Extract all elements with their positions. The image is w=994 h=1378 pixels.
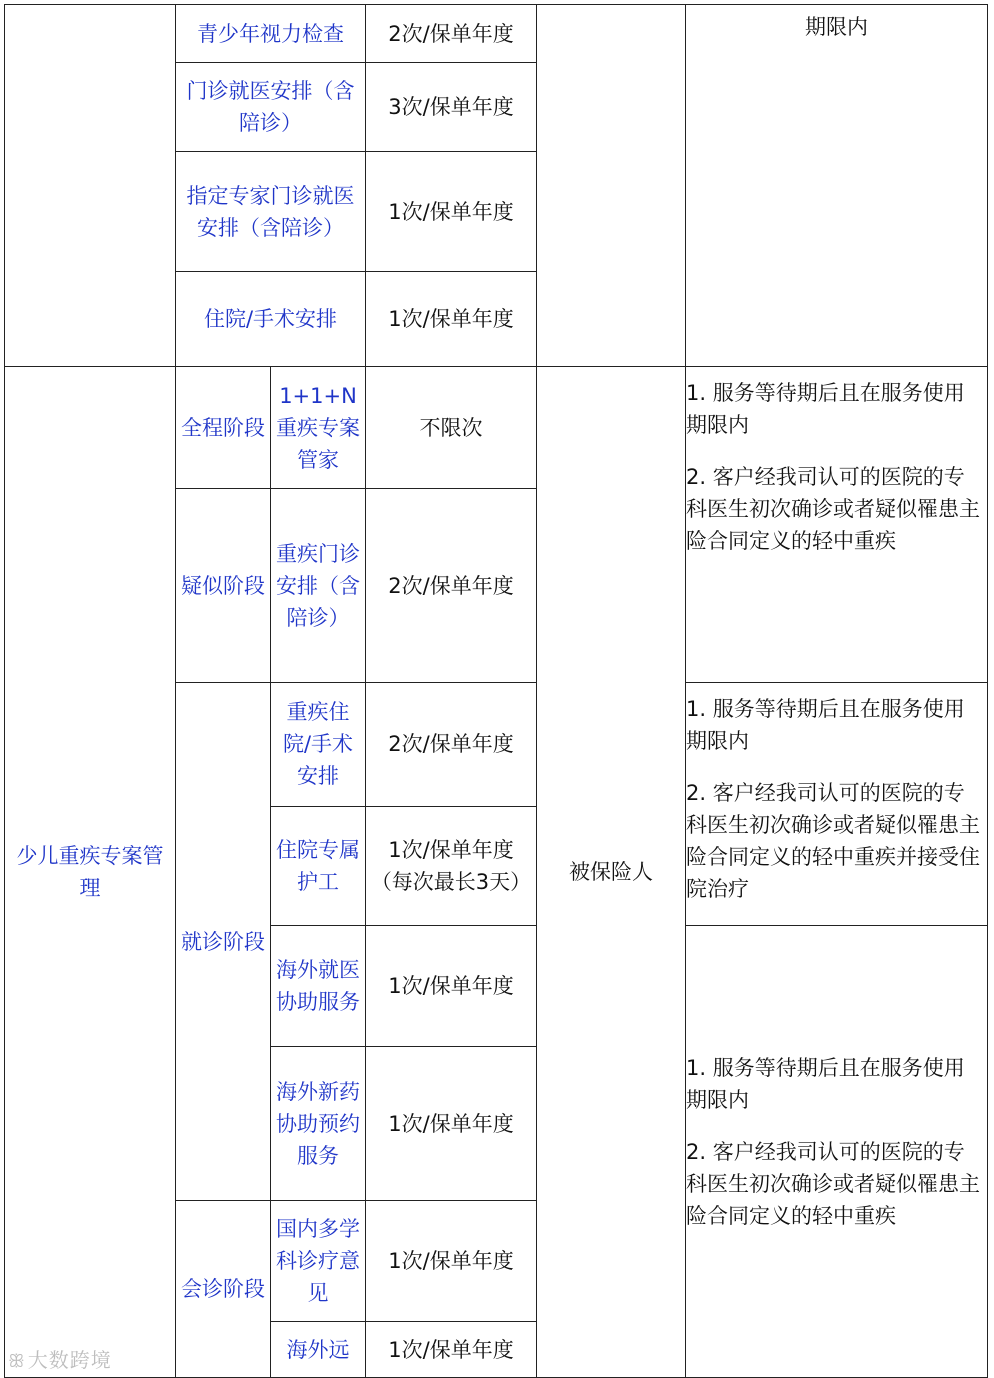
service-name: 重疾门诊安排（含陪诊） (271, 489, 366, 683)
coverage-table (4, 4, 988, 1378)
service-name: 指定专家门诊就医安排（含陪诊） (176, 152, 366, 272)
service-name: 1+1+N重疾专案管家 (271, 367, 366, 489)
table-row (5, 367, 988, 489)
watermark-logo-icon: ꕥ (8, 1351, 26, 1372)
program-name: 少儿重疾专案管理 (5, 367, 176, 1378)
stage-cell: 全程阶段 (176, 367, 271, 489)
service-name: 住院/手术安排 (176, 272, 366, 367)
service-name: 海外远 (271, 1322, 366, 1378)
service-name: 青少年视力检查 (176, 5, 366, 63)
service-times: 3次/保单年度 (366, 63, 537, 152)
blank-cell (5, 5, 176, 367)
condition-cell (686, 926, 988, 1378)
condition-text: 1. 服务等待期后且在服务使用期限内 (686, 697, 965, 753)
watermark (8, 1344, 112, 1373)
insured-cell: 被保险人 (537, 367, 686, 1378)
service-times: 1次/保单年度 (366, 152, 537, 272)
condition-text: 2. 客户经我司认可的医院的专科医生初次确诊或者疑似罹患主险合同定义的轻中重疾并接受住院治疗 (686, 781, 980, 901)
service-times: 1次/保单年度 (366, 926, 537, 1047)
condition-text: 2. 客户经我司认可的医院的专科医生初次确诊或者疑似罹患主险合同定义的轻中重疾 (686, 1139, 980, 1228)
condition-text: 1. 服务等待期后且在服务使用期限内 (686, 381, 965, 437)
service-times: 1次/保单年度（每次最长3天） (366, 806, 537, 925)
service-times: 2次/保单年度 (366, 5, 537, 63)
service-times: 1次/保单年度 (366, 1047, 537, 1201)
condition-cell (686, 683, 988, 926)
watermark-text: 大数跨境 (27, 1348, 112, 1372)
service-name: 门诊就医安排（含陪诊） (176, 63, 366, 152)
service-name: 国内多学科诊疗意见 (271, 1201, 366, 1322)
condition-cell (686, 367, 988, 683)
condition-text: 2. 客户经我司认可的医院的专科医生初次确诊或者疑似罹患主险合同定义的轻中重疾 (686, 465, 980, 553)
service-times: 1次/保单年度 (366, 272, 537, 367)
service-times: 不限次 (366, 367, 537, 489)
blank-cell (537, 5, 686, 367)
table-row (5, 5, 988, 63)
stage-cell: 就诊阶段 (176, 683, 271, 1201)
service-name: 住院专属护工 (271, 806, 366, 925)
service-times: 1次/保单年度 (366, 1201, 537, 1322)
stage-cell: 疑似阶段 (176, 489, 271, 683)
service-name: 海外就医协助服务 (271, 926, 366, 1047)
service-times: 2次/保单年度 (366, 683, 537, 807)
service-times: 1次/保单年度 (366, 1322, 537, 1378)
condition-cell: 期限内 (686, 5, 988, 367)
service-name: 重疾住院/手术安排 (271, 683, 366, 807)
condition-text: 1. 服务等待期后且在服务使用期限内 (686, 1055, 965, 1112)
service-name: 海外新药协助预约服务 (271, 1047, 366, 1201)
stage-cell: 会诊阶段 (176, 1201, 271, 1378)
service-times: 2次/保单年度 (366, 489, 537, 683)
